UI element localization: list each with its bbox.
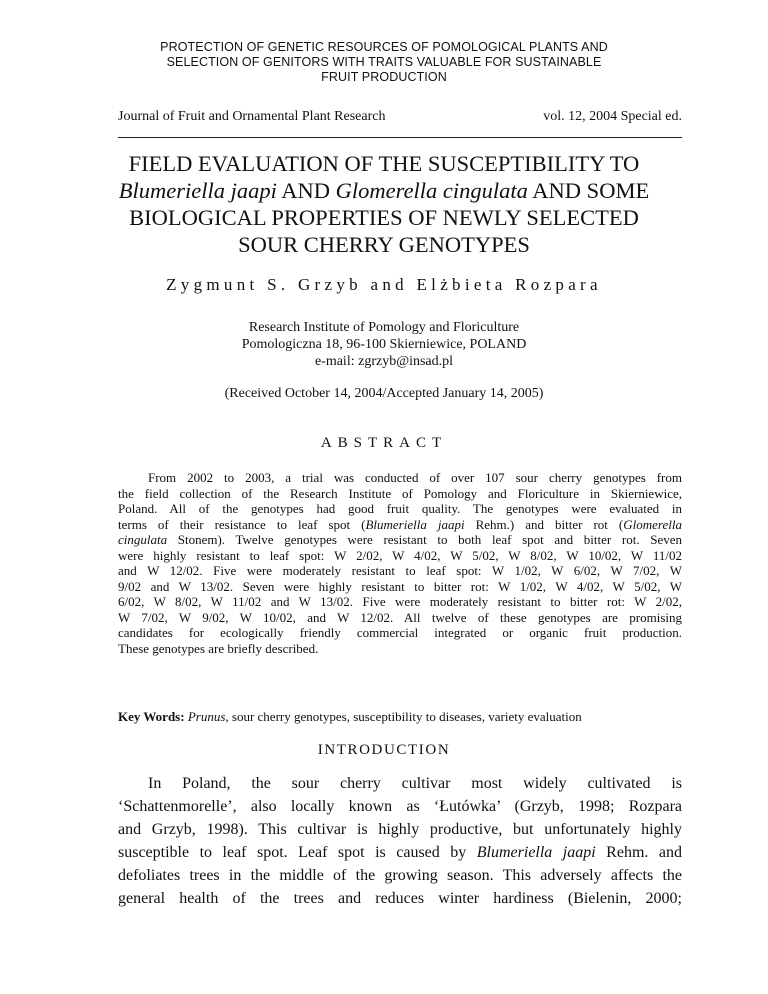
abstract-line: Poland. All of the genotypes had good fruit quality. The genotypes were evaluated in: [118, 501, 682, 516]
journal-info-row: [118, 109, 682, 129]
affiliation-institute: Research Institute of Pomology and Floriculture: [248, 320, 520, 335]
intro-line: and Grzyb, 1998). This cultivar is highly productive, but unfortunately highly: [118, 821, 682, 838]
abstract-text: Stonem). Twelve genotypes were resistant to both leaf spot and bitter rot. Seven: [167, 532, 682, 547]
received-dates: (Received October 14, 2004/Accepted January 14, 2005): [224, 386, 544, 401]
abstract-line: candidates for ecologically friendly commercial integrated or organic fruit production.: [118, 625, 682, 640]
abstract-line: [118, 532, 682, 548]
abstract-species: cingulata: [118, 532, 168, 547]
title-line: FIELD EVALUATION OF THE SUSCEPTIBILITY TO: [128, 151, 640, 176]
abstract-line: and W 12/02. Five were moderately resistant to leaf spot: W 1/02, W 6/02, W 7/02, W: [118, 563, 682, 578]
abstract-text: Rehm.) and bitter rot (: [464, 516, 624, 532]
abstract-body: [118, 470, 682, 656]
keywords-label: Key Words:: [118, 709, 185, 724]
title-and: AND: [276, 178, 336, 203]
abstract-line: W 7/02, W 9/02, W 10/02, and W 12/02. All twelve of these genotypes are promising: [118, 609, 682, 625]
intro-text: Rehm. and: [595, 844, 682, 861]
abstract-line: [118, 517, 682, 533]
abstract-line: 9/02 and W 13/02. Seven were highly resistant to bitter rot: W 1/02, W 4/02, W 5/02, W: [118, 578, 682, 594]
intro-line: general health of the trees and reduces winter hardiness (Bielenin, 2000;: [118, 890, 682, 907]
title-species-glomerella: Glomerella cingulata: [335, 178, 528, 203]
intro-line: [118, 841, 682, 864]
series-heading-line: FRUIT PRODUCTION: [321, 70, 447, 84]
abstract-species: Glomerella: [623, 516, 682, 532]
series-heading-line: PROTECTION OF GENETIC RESOURCES OF POMOLOGICAL PLANTS AND: [160, 40, 608, 54]
authors: Zygmunt S. Grzyb and Elżbieta Rozpara: [166, 275, 602, 294]
affiliation-email[interactable]: e-mail: zgrzyb@insad.pl: [314, 354, 454, 369]
abstract-line: the field collection of the Research Institute of Pomology and Floriculture in Skierniewice,: [118, 485, 682, 501]
abstract-line: 6/02, W 8/02, W 11/02 and W 13/02. Five were moderately resistant to bitter rot: W 2/02,: [118, 594, 682, 609]
series-heading-line: SELECTION OF GENITORS WITH TRAITS VALUABLE FOR SUSTAINABLE: [166, 55, 602, 69]
introduction-heading: INTRODUCTION: [317, 742, 451, 758]
affiliation-address: Pomologiczna 18, 96-100 Skierniewice, POLAND: [241, 337, 527, 352]
intro-line: ‘Schattenmorelle’, also locally known as ‘Łutówka’ (Grzyb, 1998; Rozpara: [118, 798, 682, 815]
title-species-blumeriella: Blumeriella jaapi: [118, 178, 277, 203]
intro-species: Blumeriella jaapi: [476, 844, 596, 861]
abstract-text: terms of their resistance to leaf spot (: [118, 516, 366, 532]
keywords: [118, 709, 682, 725]
introduction-body: [118, 772, 682, 910]
keywords-rest: , sour cherry genotypes, susceptibility to diseases, variety evaluation: [225, 709, 582, 724]
journal-name: Journal of Fruit and Ornamental Plant Research: [118, 109, 386, 124]
abstract-heading: ABSTRACT: [320, 435, 448, 451]
journal-volume: vol. 12, 2004 Special ed.: [543, 109, 682, 124]
header-divider: [118, 137, 682, 138]
abstract-line: These genotypes are briefly described.: [118, 640, 319, 656]
keyword-prunus: Prunus: [187, 709, 226, 724]
title-line: [0, 177, 768, 204]
intro-text: susceptible to leaf spot. Leaf spot is caused by: [118, 844, 477, 861]
title-line: SOUR CHERRY GENOTYPES: [238, 232, 530, 257]
intro-line: In Poland, the sour cherry cultivar most widely cultivated is: [148, 775, 682, 792]
paper-title: [0, 150, 768, 258]
abstract-line: were highly resistant to leaf spot: W 2/02, W 4/02, W 5/02, W 8/02, W 10/02, W 11/02: [118, 547, 682, 563]
title-tail: AND SOME: [527, 178, 650, 203]
abstract-line: From 2002 to 2003, a trial was conducted of over 107 sour cherry genotypes from: [148, 470, 682, 485]
series-heading: [0, 40, 768, 85]
affiliation: [0, 319, 768, 370]
title-line: BIOLOGICAL PROPERTIES OF NEWLY SELECTED: [129, 205, 639, 230]
abstract-species: Blumeriella jaapi: [365, 516, 465, 532]
intro-line: defoliates trees in the middle of the growing season. This adversely affects the: [118, 867, 682, 884]
